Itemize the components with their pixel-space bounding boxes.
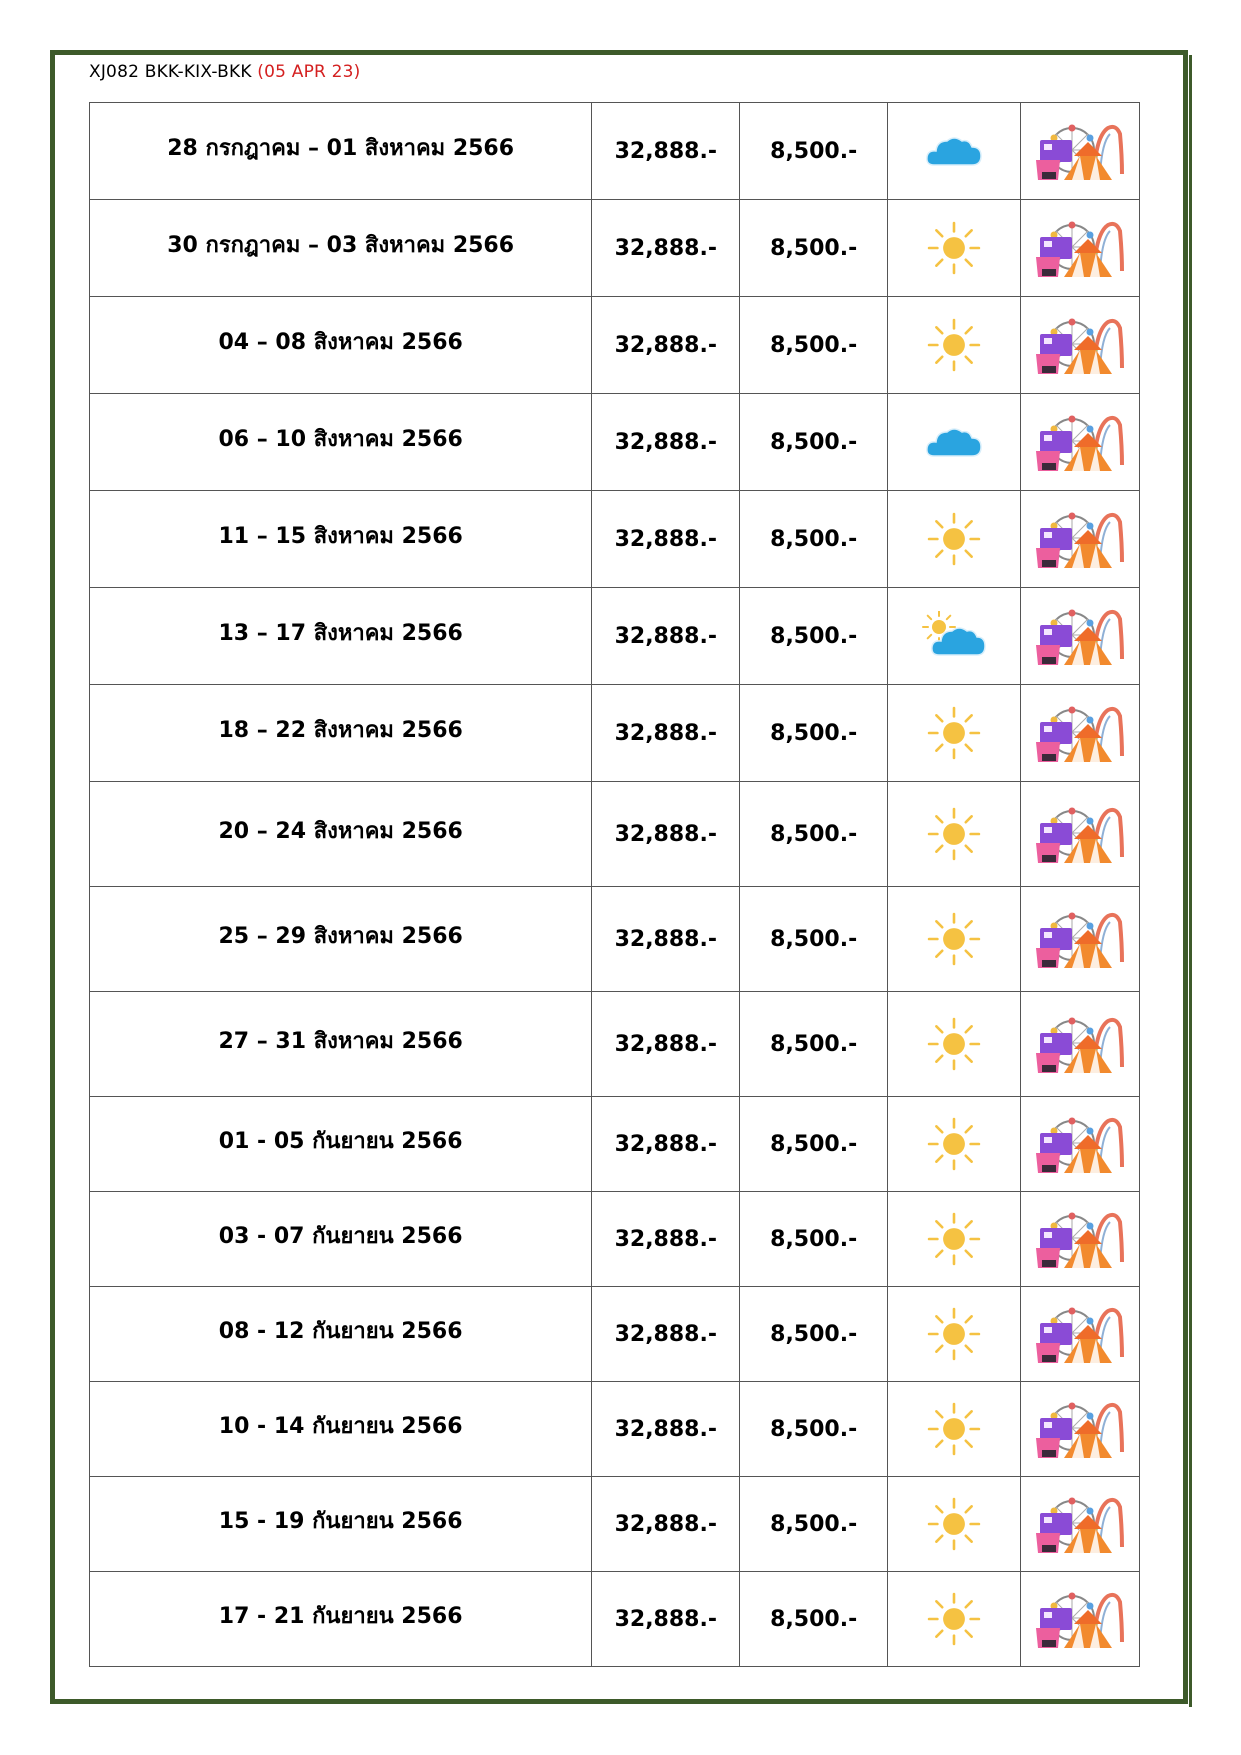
adult-price: 32,888.- — [592, 887, 740, 992]
cloud-icon — [888, 394, 1021, 491]
travel-dates: 30 กรกฎาคม – 03 สิงหาคม 2566 — [167, 232, 515, 258]
amusement-park-icon — [1021, 297, 1140, 394]
travel-dates-cell — [90, 992, 592, 1097]
adult-price: 32,888.- — [592, 782, 740, 887]
table-row — [90, 1097, 1140, 1192]
sun-icon — [888, 1192, 1021, 1287]
table-row — [90, 685, 1140, 782]
travel-dates: 17 - 21 กันยายน 2566 — [218, 1603, 463, 1629]
table-row — [90, 887, 1140, 992]
sun-icon — [888, 685, 1021, 782]
travel-dates-cell — [90, 887, 592, 992]
amusement-park-icon — [1021, 685, 1140, 782]
child-price: 8,500.- — [740, 685, 888, 782]
travel-dates: 28 กรกฎาคม – 01 สิงหาคม 2566 — [167, 135, 515, 161]
sun-icon — [888, 1097, 1021, 1192]
travel-dates-cell — [90, 1287, 592, 1382]
adult-price: 32,888.- — [592, 992, 740, 1097]
table-row — [90, 394, 1140, 491]
table-row — [90, 588, 1140, 685]
travel-dates-cell — [90, 491, 592, 588]
sun-icon — [888, 782, 1021, 887]
travel-dates-cell — [90, 200, 592, 297]
child-price: 8,500.- — [740, 103, 888, 200]
amusement-park-icon — [1021, 782, 1140, 887]
amusement-park-icon — [1021, 491, 1140, 588]
table-row — [90, 103, 1140, 200]
departure-schedule-table — [89, 102, 1140, 1667]
travel-dates: 13 – 17 สิงหาคม 2566 — [218, 620, 463, 646]
adult-price: 32,888.- — [592, 394, 740, 491]
table-row — [90, 1382, 1140, 1477]
travel-dates-cell — [90, 588, 592, 685]
adult-price: 32,888.- — [592, 685, 740, 782]
sun-icon — [888, 200, 1021, 297]
sun-icon — [888, 491, 1021, 588]
travel-dates-cell — [90, 1477, 592, 1572]
child-price: 8,500.- — [740, 1572, 888, 1667]
amusement-park-icon — [1021, 887, 1140, 992]
travel-dates: 08 - 12 กันยายน 2566 — [218, 1318, 463, 1344]
sun-icon — [888, 1287, 1021, 1382]
child-price: 8,500.- — [740, 200, 888, 297]
adult-price: 32,888.- — [592, 1477, 740, 1572]
travel-dates-cell — [90, 1382, 592, 1477]
travel-dates: 10 - 14 กันยายน 2566 — [218, 1413, 463, 1439]
travel-dates: 15 - 19 กันยายน 2566 — [218, 1508, 463, 1534]
amusement-park-icon — [1021, 992, 1140, 1097]
amusement-park-icon — [1021, 588, 1140, 685]
amusement-park-icon — [1021, 394, 1140, 491]
child-price: 8,500.- — [740, 491, 888, 588]
travel-dates: 20 – 24 สิงหาคม 2566 — [218, 818, 463, 844]
child-price: 8,500.- — [740, 782, 888, 887]
child-price: 8,500.- — [740, 1287, 888, 1382]
table-row — [90, 992, 1140, 1097]
amusement-park-icon — [1021, 1572, 1140, 1667]
cloud-icon — [888, 103, 1021, 200]
adult-price: 32,888.- — [592, 200, 740, 297]
child-price: 8,500.- — [740, 887, 888, 992]
table-row — [90, 491, 1140, 588]
travel-dates: 01 - 05 กันยายน 2566 — [218, 1128, 463, 1154]
travel-dates: 18 – 22 สิงหาคม 2566 — [218, 717, 463, 743]
amusement-park-icon — [1021, 1477, 1140, 1572]
travel-dates: 27 – 31 สิงหาคม 2566 — [218, 1028, 463, 1054]
travel-dates: 03 - 07 กันยายน 2566 — [218, 1223, 463, 1249]
travel-dates: 06 – 10 สิงหาคม 2566 — [218, 426, 463, 452]
travel-dates-cell — [90, 685, 592, 782]
page-header — [89, 62, 361, 82]
child-price: 8,500.- — [740, 1192, 888, 1287]
adult-price: 32,888.- — [592, 297, 740, 394]
child-price: 8,500.- — [740, 588, 888, 685]
travel-dates-cell — [90, 1572, 592, 1667]
adult-price: 32,888.- — [592, 491, 740, 588]
travel-dates-cell — [90, 1192, 592, 1287]
child-price: 8,500.- — [740, 394, 888, 491]
child-price: 8,500.- — [740, 1477, 888, 1572]
sun-icon — [888, 887, 1021, 992]
table-row — [90, 200, 1140, 297]
adult-price: 32,888.- — [592, 588, 740, 685]
child-price: 8,500.- — [740, 1382, 888, 1477]
flight-code: XJ082 BKK-KIX-BKK — [89, 62, 252, 82]
amusement-park-icon — [1021, 103, 1140, 200]
table-row — [90, 1477, 1140, 1572]
amusement-park-icon — [1021, 200, 1140, 297]
table-row — [90, 1572, 1140, 1667]
travel-dates-cell — [90, 1097, 592, 1192]
issue-date: (05 APR 23) — [257, 62, 361, 82]
adult-price: 32,888.- — [592, 1192, 740, 1287]
travel-dates: 25 – 29 สิงหาคม 2566 — [218, 923, 463, 949]
amusement-park-icon — [1021, 1287, 1140, 1382]
travel-dates-cell — [90, 782, 592, 887]
child-price: 8,500.- — [740, 297, 888, 394]
table-row — [90, 297, 1140, 394]
adult-price: 32,888.- — [592, 1382, 740, 1477]
sun-icon — [888, 297, 1021, 394]
child-price: 8,500.- — [740, 1097, 888, 1192]
adult-price: 32,888.- — [592, 1572, 740, 1667]
table-row — [90, 782, 1140, 887]
travel-dates: 11 – 15 สิงหาคม 2566 — [218, 523, 463, 549]
table-row — [90, 1287, 1140, 1382]
sun-icon — [888, 992, 1021, 1097]
amusement-park-icon — [1021, 1097, 1140, 1192]
sun-icon — [888, 1572, 1021, 1667]
travel-dates: 04 – 08 สิงหาคม 2566 — [218, 329, 463, 355]
amusement-park-icon — [1021, 1192, 1140, 1287]
table-row — [90, 1192, 1140, 1287]
amusement-park-icon — [1021, 1382, 1140, 1477]
child-price: 8,500.- — [740, 992, 888, 1097]
partly-cloudy-icon — [888, 588, 1021, 685]
sun-icon — [888, 1477, 1021, 1572]
travel-dates-cell — [90, 103, 592, 200]
sun-icon — [888, 1382, 1021, 1477]
travel-dates-cell — [90, 297, 592, 394]
adult-price: 32,888.- — [592, 103, 740, 200]
adult-price: 32,888.- — [592, 1287, 740, 1382]
adult-price: 32,888.- — [592, 1097, 740, 1192]
travel-dates-cell — [90, 394, 592, 491]
